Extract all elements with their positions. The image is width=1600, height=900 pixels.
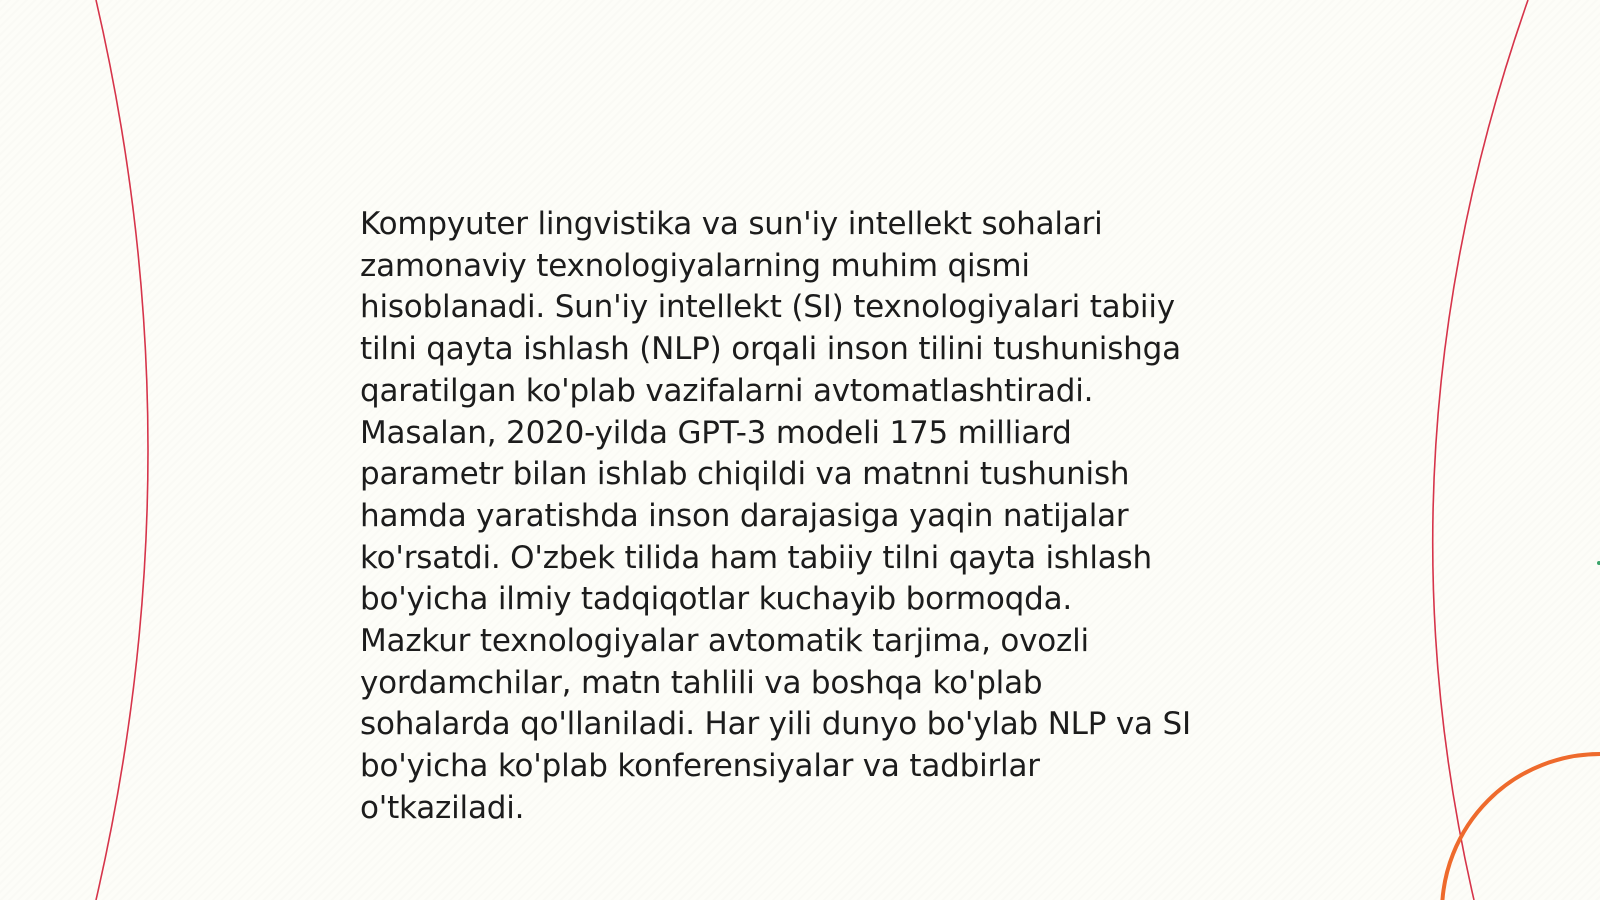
right-arc-line xyxy=(1433,0,1528,900)
body-line: sohalarda qo'llaniladi. Har yili dunyo bo'ylab NLP va SI xyxy=(360,706,1191,743)
body-line: Mazkur texnologiyalar avtomatik tarjima, ovozli xyxy=(360,623,1089,660)
body-line: o'tkaziladi. xyxy=(360,789,525,826)
body-line: zamonaviy texnologiyalarning muhim qismi xyxy=(360,247,1030,284)
body-line: bo'yicha ilmiy tadqiqotlar kuchayib bormoqda. xyxy=(360,581,1073,618)
left-arc-line xyxy=(96,0,148,900)
body-line: qaratilgan ko'plab vazifalarni avtomatlashtiradi. xyxy=(360,372,1094,409)
body-line: tilni qayta ishlash (NLP) orqali inson tilini tushunishga xyxy=(360,331,1181,368)
orange-corner-arc xyxy=(1442,754,1600,900)
body-line: Kompyuter lingvistika va sun'iy intellekt sohalari xyxy=(360,206,1103,242)
body-line: ko'rsatdi. O'zbek tilida ham tabiiy tilni qayta ishlash xyxy=(360,539,1152,576)
body-line: hamda yaratishda inson darajasiga yaqin natijalar xyxy=(360,497,1129,534)
body-line: parametr bilan ishlab chiqildi va matnni tushunish xyxy=(360,456,1130,493)
body-line: bo'yicha ko'plab konferensiyalar va tadbirlar xyxy=(360,748,1040,785)
slide-body-text xyxy=(360,204,1240,830)
body-line: Masalan, 2020-yilda GPT-3 modeli 175 milliard xyxy=(360,414,1072,451)
body-line: yordamchilar, matn tahlili va boshqa ko'plab xyxy=(360,664,1043,701)
body-line: hisoblanadi. Sun'iy intellekt (SI) texnologiyalari tabiiy xyxy=(360,289,1175,326)
